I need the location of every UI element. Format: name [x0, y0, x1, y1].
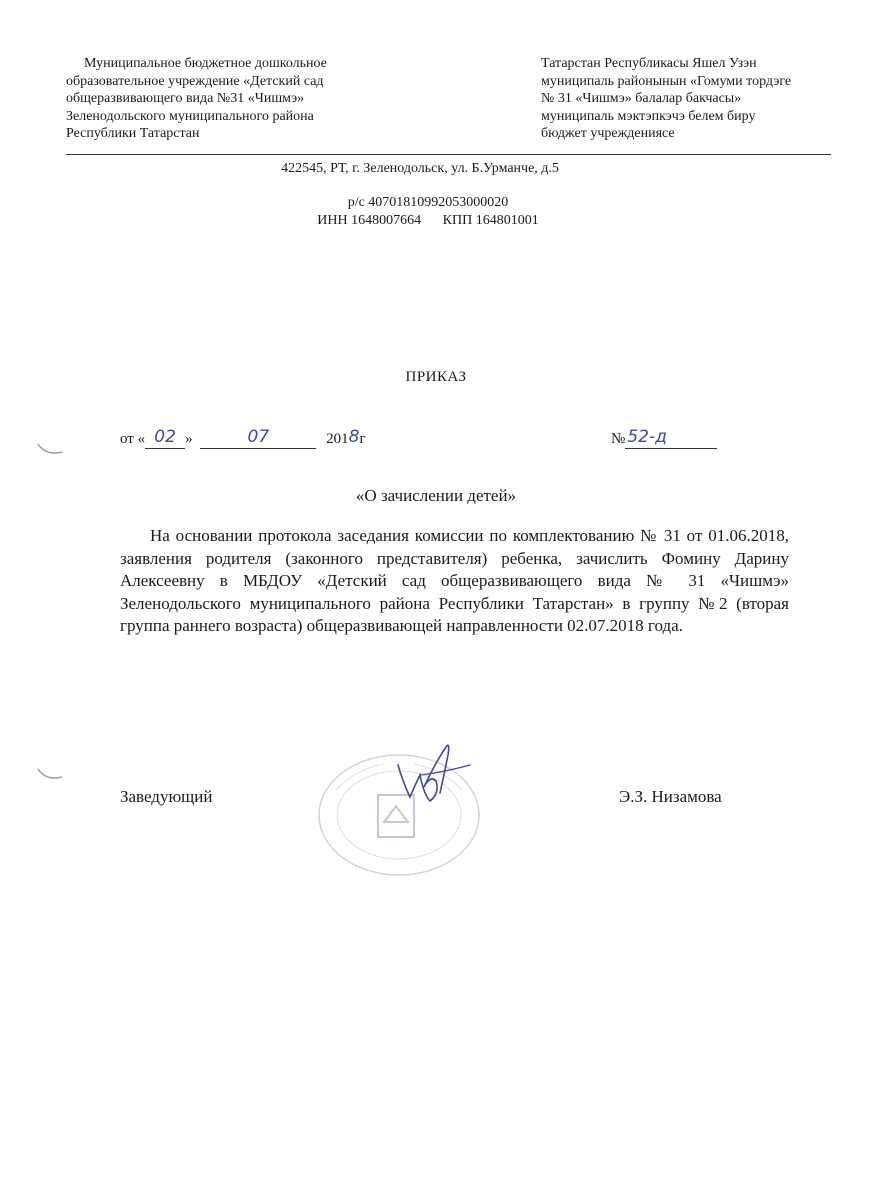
date-month-field: [200, 428, 316, 449]
header-left-line: образовательное учреждение «Детский сад: [66, 73, 324, 89]
date-day: 02: [154, 427, 176, 447]
header-right-line: Татарстан Республикасы Яшел Узэн: [541, 56, 757, 71]
number-label: №: [611, 431, 626, 447]
address: 422545, РТ, г. Зеленодольск, ул. Б.Урманче, д.5: [281, 161, 559, 176]
kpp: КПП 164801001: [442, 213, 539, 228]
number-value: 52-д: [627, 427, 667, 447]
inn: ИНН 1648007664: [317, 213, 422, 228]
order-title: ПРИКАЗ: [405, 369, 467, 385]
order-body: [120, 525, 789, 638]
header-right-line: № 31 «Чишмэ» балалар бакчасы»: [541, 91, 742, 106]
header-left-line: Республики Татарстан: [66, 126, 200, 141]
date-day-field: [145, 428, 185, 449]
order-number: [611, 428, 717, 449]
header-right-line: бюджет учреждениясе: [541, 126, 675, 141]
inn-kpp-line: [0, 213, 864, 229]
header-right-line: муниципаль районынын «Гомуми тордэге: [541, 73, 792, 89]
date-month: 07: [247, 427, 270, 447]
order-date: [120, 428, 366, 449]
header-left-line: общеразвивающего вида №31 «Чишмэ»: [66, 91, 305, 106]
signatory-position: Заведующий: [120, 787, 213, 806]
header-divider: [66, 154, 831, 155]
punch-hole-mark: [36, 440, 66, 460]
header-left-line: Зеленодольского муниципального района: [66, 108, 314, 124]
header-right-line: муниципаль мэктэпкэчэ белем биру: [541, 108, 756, 124]
date-year-handwritten: 8: [348, 427, 360, 447]
order-subject: «О зачислении детей»: [355, 486, 517, 505]
date-open-quote: «: [137, 431, 146, 447]
date-year-printed: 201: [326, 431, 349, 447]
signatory-name: Э.З. Низамова: [619, 787, 722, 806]
header-left-block: [66, 55, 396, 143]
number-field: [625, 428, 717, 449]
header-right-block: [541, 55, 851, 143]
punch-hole-mark: [36, 765, 66, 785]
date-suffix: г: [359, 431, 366, 447]
order-body-text: На основании протокола заседания комиссии по комплектованию № 31 от 01.06.2018, заявления родителя (законного представителя) ребенка, зачислить Фомину Дарину Алексеевну в МБДОУ «Детский сад общеразвивающего вида № 31 «Чишмэ» Зеленодольского муниципального района Республики Татарстан» в группу №2 (вторая группа раннего возраста) общеразвивающей направленности 02.07.2018 года.: [120, 526, 789, 635]
bank-account: р/с 40701810992053000020: [347, 195, 509, 210]
handwritten-signature: [390, 735, 480, 815]
header-left-line: Муниципальное бюджетное дошкольное: [84, 56, 327, 71]
date-close-quote: »: [185, 431, 193, 447]
date-prefix: от: [120, 431, 134, 447]
